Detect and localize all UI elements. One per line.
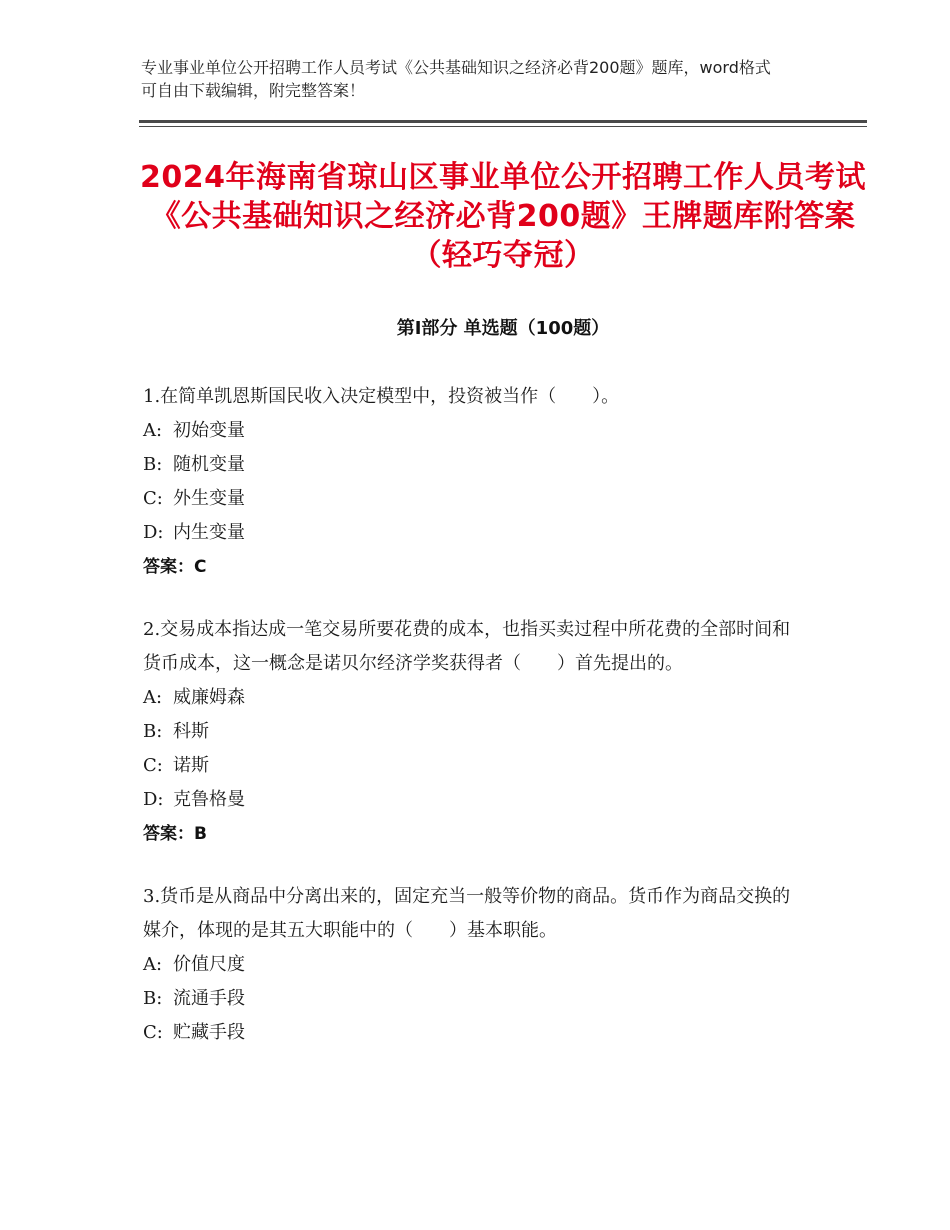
option-c bbox=[143, 482, 803, 516]
option-text: 初始变量 bbox=[173, 420, 245, 441]
option-c bbox=[143, 749, 803, 783]
option-letter: D: bbox=[143, 522, 164, 543]
question-2 bbox=[143, 613, 803, 851]
option-a bbox=[143, 414, 803, 448]
option-c bbox=[143, 1016, 803, 1050]
section-title: 第Ⅰ部分 单选题（100题） bbox=[396, 318, 610, 339]
option-letter: D: bbox=[143, 789, 164, 810]
header-rule-thin bbox=[139, 126, 867, 127]
option-letter: B: bbox=[143, 988, 163, 1009]
option-text: 克鲁格曼 bbox=[173, 789, 245, 810]
option-d bbox=[143, 783, 803, 817]
option-a bbox=[143, 948, 803, 982]
option-text: 外生变量 bbox=[173, 488, 245, 509]
option-text: 价值尺度 bbox=[173, 954, 245, 975]
option-text: 贮藏手段 bbox=[173, 1022, 245, 1043]
option-b bbox=[143, 982, 803, 1016]
option-letter: C: bbox=[143, 488, 163, 509]
header-note: 专业事业单位公开招聘工作人员考试《公共基础知识之经济必背200题》题库，word格式可自由下载编辑，附完整答案！ bbox=[141, 58, 771, 100]
option-text: 诺斯 bbox=[173, 755, 209, 776]
option-letter: A: bbox=[143, 420, 163, 441]
answer-line: 答案：B bbox=[143, 824, 207, 844]
question-list bbox=[143, 380, 803, 1079]
option-a bbox=[143, 681, 803, 715]
question-stem: 3.货币是从商品中分离出来的，固定充当一般等价物的商品。货币作为商品交换的媒介，体现的是其五大职能中的（ ）基本职能。 bbox=[143, 886, 791, 941]
question-1 bbox=[143, 380, 803, 584]
option-letter: A: bbox=[143, 687, 163, 708]
question-3 bbox=[143, 880, 803, 1050]
option-text: 随机变量 bbox=[173, 454, 245, 475]
header-rule-thick bbox=[139, 120, 867, 123]
option-b bbox=[143, 448, 803, 482]
option-text: 科斯 bbox=[173, 721, 209, 742]
option-b bbox=[143, 715, 803, 749]
answer-line: 答案：C bbox=[143, 557, 207, 577]
option-text: 流通手段 bbox=[173, 988, 245, 1009]
option-text: 威廉姆森 bbox=[173, 687, 245, 708]
document-title: 2024年海南省琼山区事业单位公开招聘工作人员考试《公共基础知识之经济必背200题》王牌题库附答案（轻巧夺冠） bbox=[140, 160, 866, 273]
option-letter: C: bbox=[143, 755, 163, 776]
question-stem: 2.交易成本指达成一笔交易所要花费的成本，也指买卖过程中所花费的全部时间和货币成本，这一概念是诺贝尔经济学奖获得者（ ）首先提出的。 bbox=[143, 619, 791, 674]
option-letter: C: bbox=[143, 1022, 163, 1043]
option-letter: B: bbox=[143, 721, 163, 742]
option-letter: B: bbox=[143, 454, 163, 475]
option-text: 内生变量 bbox=[173, 522, 245, 543]
option-d bbox=[143, 516, 803, 550]
option-letter: A: bbox=[143, 954, 163, 975]
question-stem: 1.在简单凯恩斯国民收入决定模型中，投资被当作（ ）。 bbox=[143, 386, 620, 407]
